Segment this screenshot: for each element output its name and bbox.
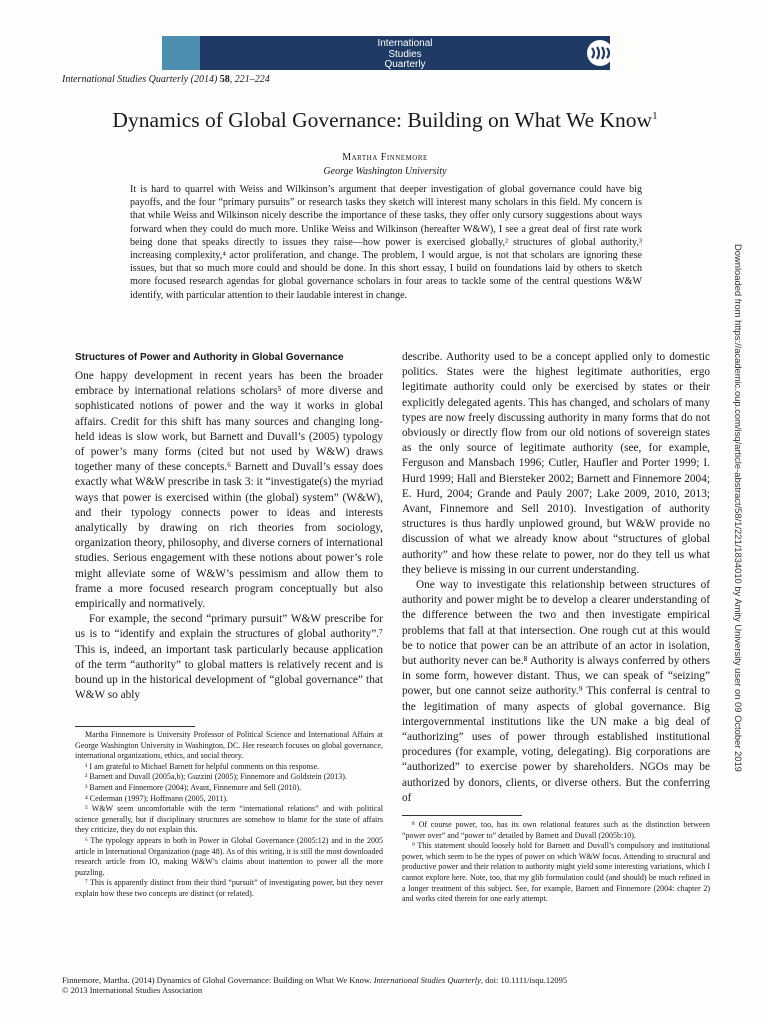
body-paragraph: For example, the second “primary pursuit” W&W prescribe for us is to “identify and explain the structures of global authority”.⁷ This is, indeed, an important task particularly because application of the term “authority” to global matters is relatively recent and is bound up in the historical development of “global governance” that W&W so ably [75,613,383,702]
body-paragraph: describe. Authority used to be a concept applied only to domestic politics. States were the highest legitimate authorities, ergo legitimate authority could only be exercised by states or their explicitly delegated agents. This has changed, and scholars of many types are now freely discussing authority in many forms that do not obviously or directly flow from our old notions of sovereign states as the only source of legitimate authority (see, for example, Ferguson and Mansbach 1996; Cutler, Haufler and Porter 1999; I. Hurd 1999; Hall and Biersteker 2002; Barnett and Finnemore 2004; E. Hurd, 2004; Grande and Pauly 2007; Lake 2009, 2010, 2013; Avant, Finnemore and Sell 2010). Investigation of authority structures is thus hardly unplowed ground, but W&W provide no discussion of what we already know about “structures of global authority” and how these relate to power, nor do they tell us what they believe is missing in our current understanding. [402,351,710,576]
left-footnotes [75,730,383,900]
body-paragraph: One way to investigate this relationship between structures of authority and power might be to develop a clearer understanding of the difference between the two and then investigate empirical problems that fall at that intersection. One rough cut at this would be to notice that power can be an attribute of an actor in isolation, but authority never can be.⁸ Authority is always conferred by others in some form, however distant. Thus, we can speak of “seizing” power, but one cannot seize authority.⁹ This conferral is central to the legitimation of many aspects of global governance. Big intergovernmental institutions like the UN make a big deal of “authorizing” uses of power through established institutional procedures (for example, voting, delegating). Big corporations are “authorized” to exercise power by shareholders. NGOs may be authorized by donors, clients, or diverse others. But the conferring of [402,579,710,804]
journal-name-line2: Studies [388,48,422,60]
footer-citation [62,975,702,985]
footnote: ⁷ This is apparently distinct from their third “pursuit” of investigating power, but they never explain how these two concepts are distinct (or related). [75,878,383,898]
footer-doi: , doi: 10.1111/isqu.12095 [480,975,568,985]
footer-journal: International Studies Quarterly [373,975,481,985]
journal-name-line1: International [377,38,433,49]
footnote-rule-left [75,726,195,727]
footer-citation-pre: Finnemore, Martha. (2014) Dynamics of Global Governance: Building on What We Know. [62,975,372,985]
footnote: ⁹ This statement should loosely hold for Barnett and Duvall’s compulsory and institutional power, which seem to be the types of power on which W&W focus. Attending to structural and productive power and their relation to authority might yield some interesting variations, which I cannot explore here. Note, too, that my glib formulation could (and should) be much refined in a longer treatment of this subject. See, for example, Barnett and Finnemore (2004: chapter 2) and works cited therein for one early attempt. [402,841,710,904]
footnote: ⁸ Of course power, too, has its own relational features such as the distinction between “power over” and “power to” detailed by Barnett and Duvall (2005b:10). [402,820,710,840]
journal-name-line3: Quarterly [384,59,426,70]
footnote: ⁵ W&W seem uncomfortable with the term “international relations” and with political science generally, but if disciplinary structures are somehow to blame for the state of affairs they criticize, they do not explain this. [75,804,383,835]
section-heading: Structures of Power and Authority in Global Governance [75,352,344,363]
download-watermark: Downloaded from https://academic.oup.com/isq/article-abstract/58/1/221/1834010 by Amity University user on 09 October 2019 [733,244,744,772]
footnote: ² Barnett and Duvall (2005a,b); Guzzini (2005); Finnemore and Goldstein (2013). [85,772,347,782]
citation-journal: International Studies Quarterly [62,74,189,85]
article-title-text: Dynamics of Global Governance: Building on What We Know [112,108,653,132]
footnote: ⁶ The typology appears in both in Power in Global Governance (2005:12) and in the 2005 article in International Organization (page 48). As of this writing, it is still the most downloaded research article from IO, making W&W’s claims about inattention to power all the more puzzling. [75,835,383,877]
journal-masthead [200,36,610,70]
footnote: ³ Barnett and Finnemore (2004); Avant, Finnemore and Sell (2010). [85,782,302,792]
author-affiliation: George Washington University [323,166,447,177]
title-footnote-mark: 1 [652,109,658,122]
abstract: It is hard to quarrel with Weiss and Wilkinson’s argument that deeper investigation of global governance could have big payoffs, and the four “primary pursuits” or research tasks they sketch will interest many scholars in this field. My concern is that while Weiss and Wilkinson nicely describe the importance of these tasks, they offer only cursory suggestions about ways forward when they could do much more. Unlike Weiss and Wilkinson (hereafter W&W), I see a great deal of first rate work being done that speaks directly to issues they raise—how power is exercised globally,² structures of global authority,³ increasing complexity,⁴ actor proliferation, and change. The problem, I would argue, is not that scholars are ignoring these issues, but that so much more could and should be done. In this short essay, I build on foundations laid by others to sketch more focused research agendas for global governance scholars in four areas to tackle some of the central questions W&W identify, with particular attention to their laudable interest in change. [130,184,642,301]
footer-copyright: © 2013 International Studies Association [62,985,203,995]
footnote-rule-right [402,815,522,816]
citation-year: (2014) [190,74,218,85]
author-name: Martha Finnemore [342,152,428,163]
footnote: ¹ I am grateful to Michael Barnett for helpful comments on this response. [85,761,320,771]
isa-logo-icon [586,39,614,67]
right-column [402,350,710,806]
footnote: ⁴ Cederman (1997); Hoffmann (2005, 2011). [85,793,228,803]
left-column [75,350,383,703]
article-title [62,108,708,133]
citation-volume: 58 [219,74,230,85]
journal-citation [62,74,270,85]
citation-pages: , 221–224 [229,74,270,85]
author-bio-note: Martha Finnemore is University Professor of Political Science and International Affairs at George Washington University in Washington, DC. Her research focuses on global governance, international organizations, ethics, and social theory. [75,730,383,761]
body-paragraph: One happy development in recent years has been the broader embrace by international relations scholars⁵ of more diverse and sophisticated notions of power and the way it works in global affairs. Credit for this shift has many sources and changing long-held ideas is slow work, but Barnett and Duvall’s (2005) typology of power’s many forms (cited but not used by W&W) draws together many of these concepts.⁶ Barnett and Duvall’s essay does exactly what W&W prescribe in task 3: it “investigate(s) the myriad ways that power is exercised within (the global) system” (W&W), and their typology connects power to ideas and interests analytically by drawing on rich theories from sociology, organization theory, philosophy, and diverse corners of international studies. Serious engagement with these notions about power’s role might alleviate some of W&W’s pessimism and allow them to frame a more focused research program conceptually but also empirically and normatively. [75,370,383,611]
header-band-light [162,36,200,70]
right-footnotes [402,820,710,905]
page-footer [62,975,702,995]
